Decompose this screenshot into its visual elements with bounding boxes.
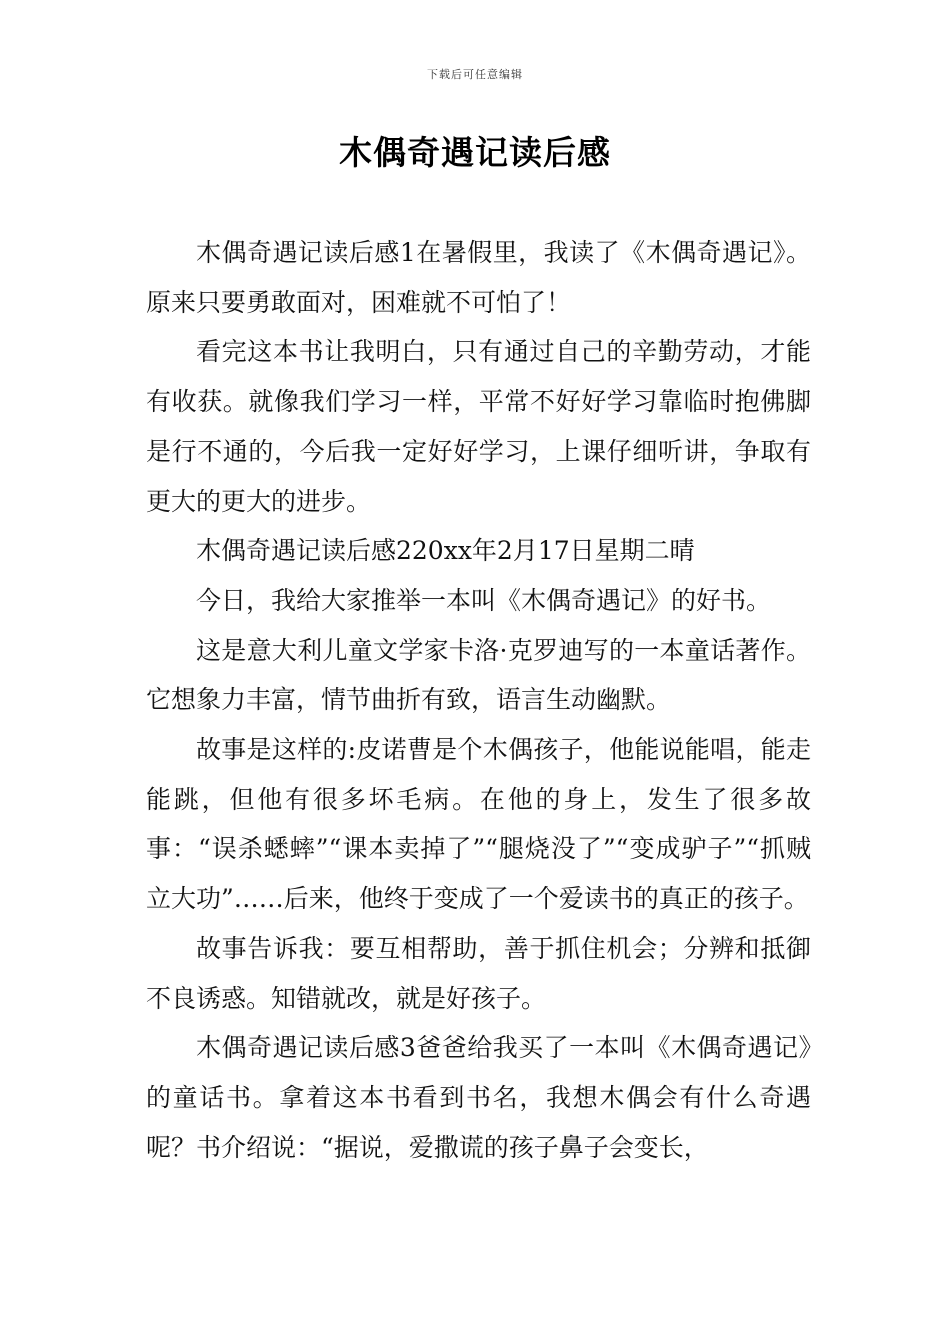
paragraph-8: 木偶奇遇记读后感3爸爸给我买了一本叫《木偶奇遇记》的童话书。拿着这本书看到书名，我想木偶会有什么奇遇呢？书介绍说：“据说，爱撒谎的孩子鼻子会变长， [146,1033,811,1162]
paragraph-7: 故事告诉我：要互相帮助，善于抓住机会；分辨和抵御不良诱惑。知错就改，就是好孩子。 [146,933,811,1013]
document-title: 木偶奇遇记读后感 [339,133,611,172]
header-note: 下载后可任意编辑 [427,68,523,81]
document-body [146,228,811,1172]
paragraph-6: 故事是这样的:皮诺曹是个木偶孩子，他能说能唱，能走能跳，但他有很多坏毛病。在他的身上，发生了很多故事：“误杀蟋蟀”“课本卖掉了”“腿烧没了”“变成驴子”“抓贼立大功”……后来，他终于变成了一个爱读书的真正的孩子。 [146,735,811,914]
paragraph-2: 看完这本书让我明白，只有通过自己的辛勤劳动，才能有收获。就像我们学习一样，平常不好好学习靠临时抱佛脚是行不通的，今后我一定好好学习，上课仔细听讲，争取有更大的更大的进步。 [146,337,811,516]
paragraph-5: 这是意大利儿童文学家卡洛·克罗迪写的一本童话著作。它想象力丰富，情节曲折有致，语言生动幽默。 [146,635,811,715]
paragraph-1: 木偶奇遇记读后感1在暑假里，我读了《木偶奇遇记》。原来只要勇敢面对，困难就不可怕了！ [146,238,811,317]
paragraph-4: 今日，我给大家推举一本叫《木偶奇遇记》的好书。 [196,585,772,615]
paragraph-3: 木偶奇遇记读后感220xx年2月17日星期二晴 [196,536,695,566]
